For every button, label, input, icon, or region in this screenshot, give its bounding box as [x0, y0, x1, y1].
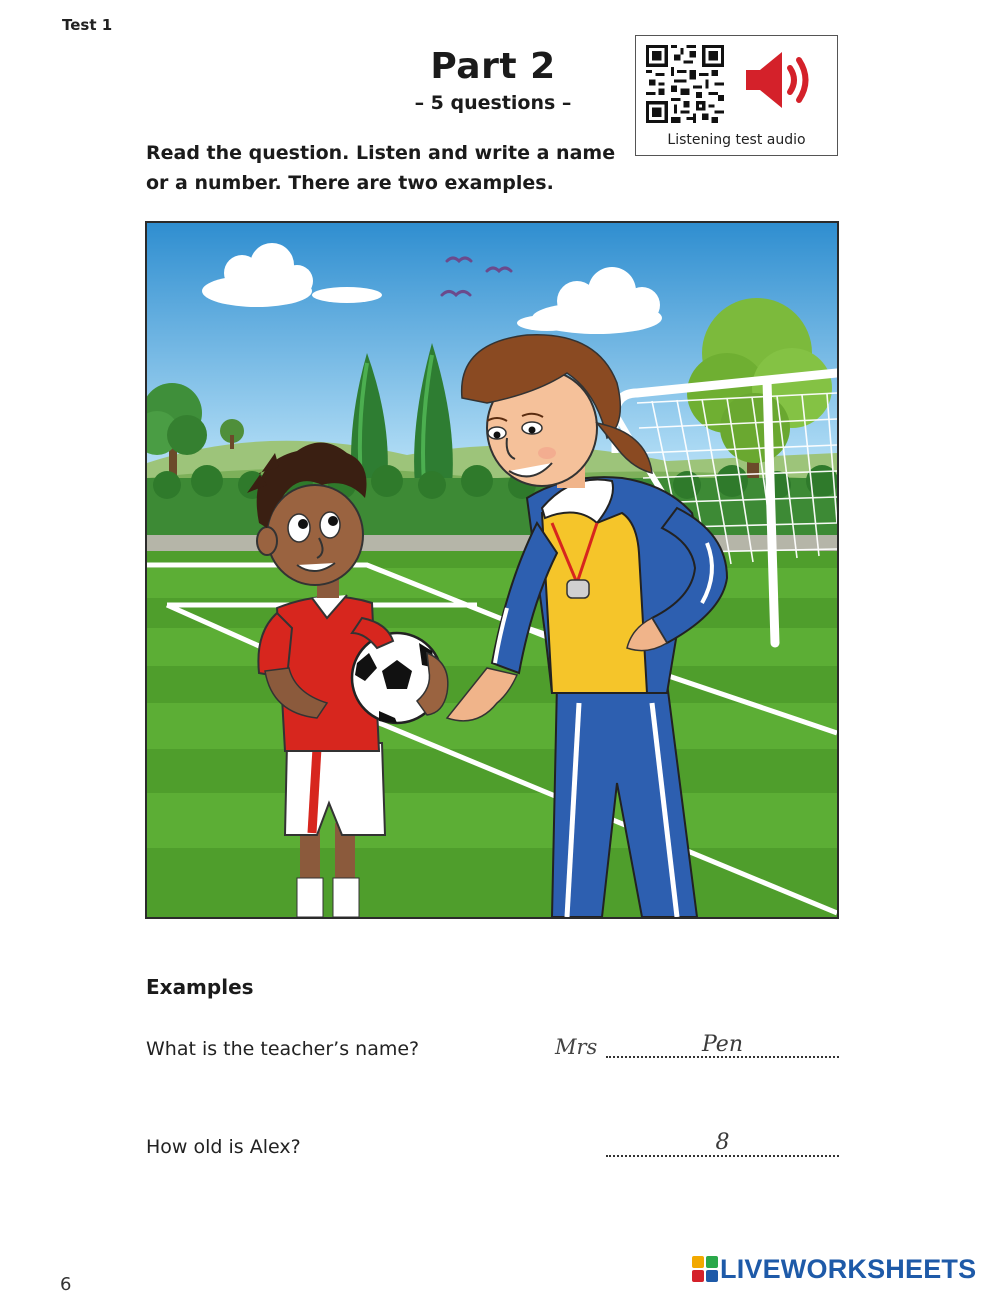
example-question-1: What is the teacher’s name?	[146, 1038, 420, 1060]
instructions	[146, 138, 626, 198]
part-subtitle: – 5 questions –	[414, 92, 572, 114]
liveworksheets-brand[interactable]	[692, 1253, 976, 1285]
speaker-icon[interactable]	[744, 48, 816, 112]
audio-caption: Listening test audio	[667, 132, 806, 148]
answer-value-2: 8	[715, 1130, 730, 1155]
examples-heading: Examples	[146, 975, 254, 999]
answer-field-2[interactable]	[606, 1155, 839, 1157]
qr-code-icon[interactable]	[646, 45, 724, 123]
answer-prefix-1: Mrs	[555, 1035, 598, 1059]
brand-name: LIVEWORKSHEETS	[720, 1253, 977, 1284]
test-label: Test 1	[62, 16, 113, 34]
liveworksheets-logo-icon	[692, 1256, 718, 1282]
football-scene-illustration	[145, 221, 839, 919]
answer-value-1: Pen	[701, 1032, 743, 1057]
instructions-line-1: Read the question. Listen and write a name	[146, 142, 616, 164]
instructions-line-2: or a number. There are two examples.	[146, 172, 554, 194]
page-number: 6	[60, 1274, 72, 1295]
example-question-2: How old is Alex?	[146, 1136, 301, 1158]
part-title: Part 2	[430, 46, 556, 87]
listening-audio-box[interactable]	[635, 35, 838, 156]
